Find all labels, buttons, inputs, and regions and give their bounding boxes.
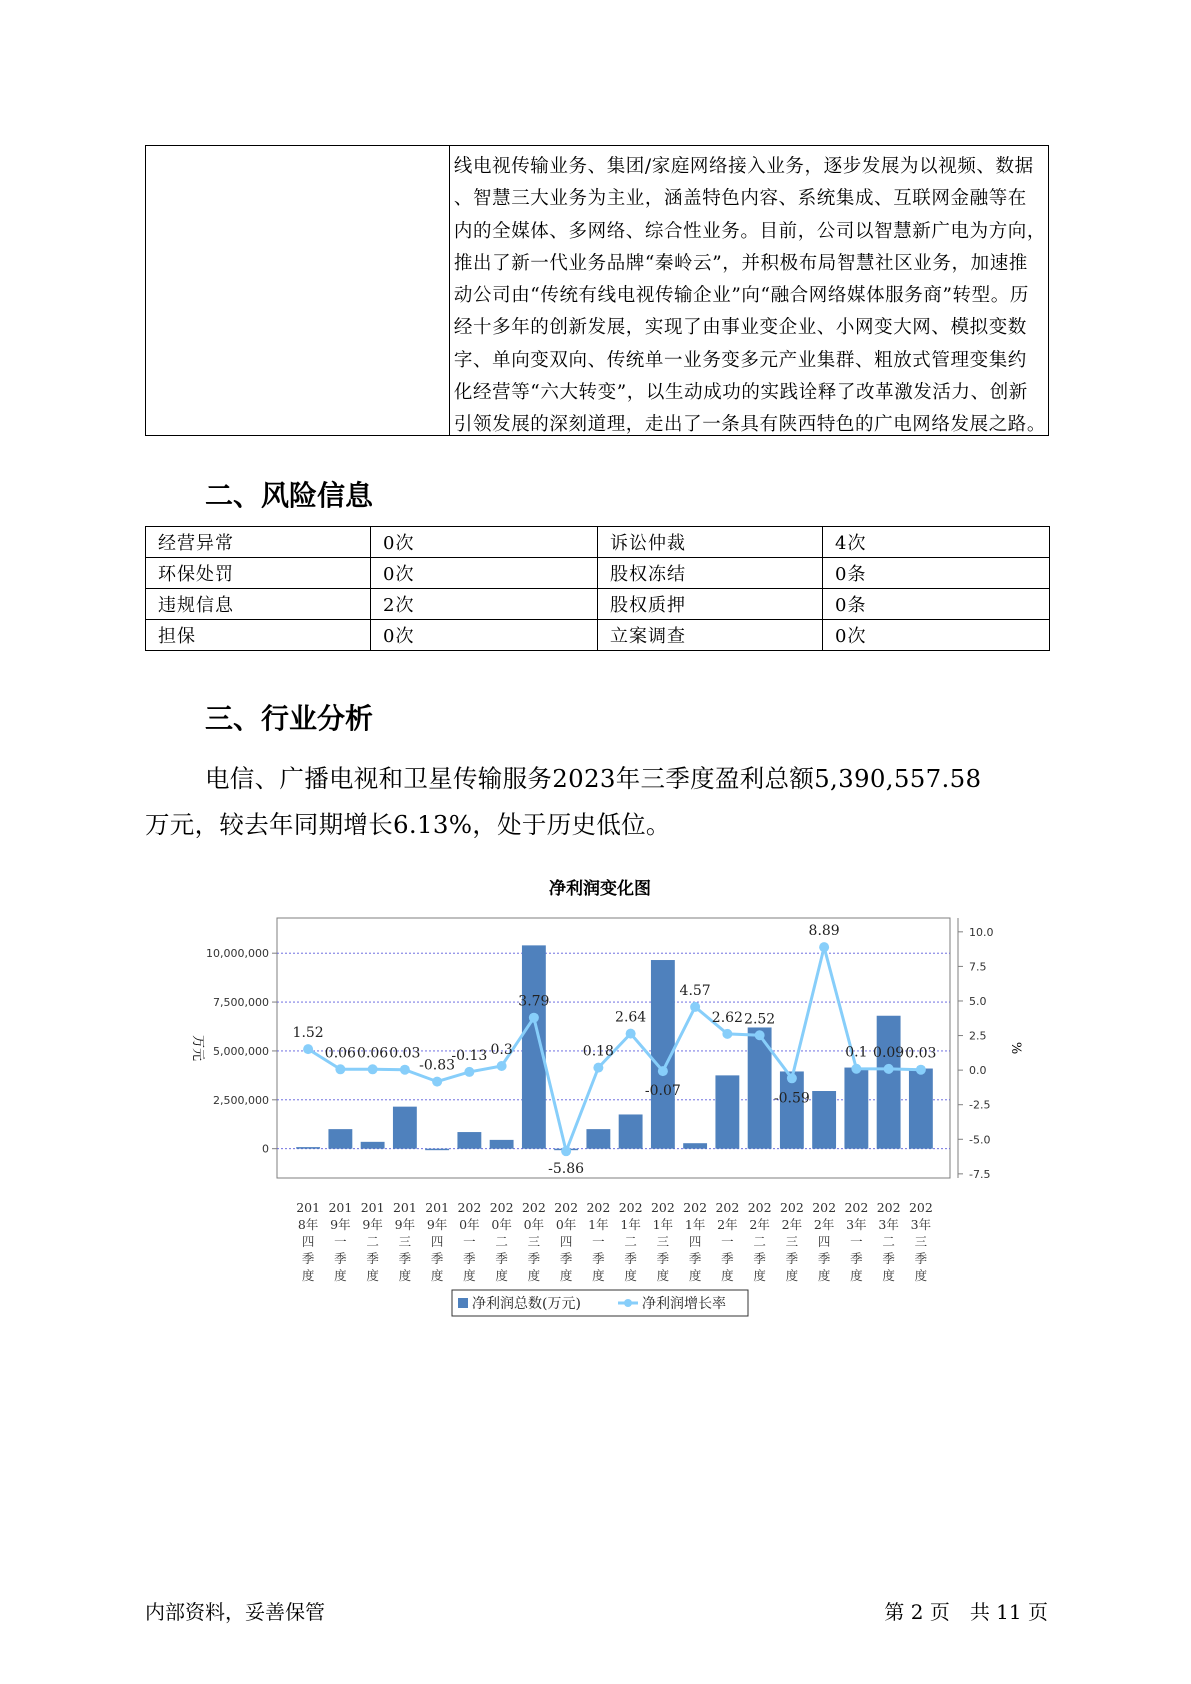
x-tick-label — [877, 1200, 901, 1283]
x-tick-label-line: 季 — [334, 1251, 347, 1266]
x-tick-label-line: 3年 — [878, 1217, 899, 1232]
x-tick-label-line: 2年 — [813, 1217, 835, 1232]
x-tick-label-line: 1年 — [652, 1217, 674, 1232]
y2-tick-label: -5.0 — [969, 1133, 991, 1147]
x-tick-label-line: 度 — [398, 1268, 412, 1283]
x-tick-label-line: 度 — [334, 1268, 347, 1283]
x-tick-label-line: 季 — [301, 1251, 315, 1266]
x-tick-label — [393, 1200, 417, 1283]
x-tick-label — [457, 1200, 481, 1283]
x-tick-label-line: 季 — [785, 1251, 799, 1266]
bar — [361, 1142, 385, 1149]
x-tick-label-line: 四 — [430, 1234, 444, 1249]
legend-label: 净利润增长率 — [642, 1296, 726, 1312]
data-label: -0.13 — [451, 1047, 488, 1064]
x-tick-label-line: 202 — [618, 1200, 643, 1215]
intro-line: 推出了新一代业务品牌“秦岭云”，并积极布局智慧社区业务，加速推 — [453, 252, 1028, 274]
x-tick-label-line: 201 — [392, 1200, 417, 1215]
y-tick-label: 0 — [262, 1142, 269, 1156]
x-tick-label-line: 202 — [876, 1200, 901, 1215]
risk-value: 0次 — [823, 620, 1050, 651]
legend-line-marker — [624, 1299, 632, 1307]
x-tick-label-line: 度 — [624, 1268, 637, 1283]
x-tick-label-line: 度 — [688, 1268, 702, 1283]
x-tick-label — [425, 1200, 449, 1283]
x-tick-label-line: 一 — [721, 1234, 734, 1249]
footer-left-note: 内部资料，妥善保管 — [145, 1600, 325, 1624]
x-tick-label — [748, 1200, 772, 1283]
risk-table — [145, 526, 1050, 651]
bar — [328, 1129, 352, 1149]
x-tick-label — [328, 1200, 352, 1283]
bar — [877, 1016, 901, 1149]
x-tick-label-line: 一 — [850, 1234, 863, 1249]
data-label: 0.03 — [905, 1045, 937, 1062]
x-tick-label-line: 度 — [366, 1268, 379, 1283]
intro-table-right-cell — [450, 146, 1048, 435]
risk-section-title: 二、风险信息 — [205, 479, 374, 512]
x-tick-label-line: 0年 — [459, 1217, 480, 1232]
x-tick-label — [522, 1200, 546, 1283]
table-row — [146, 527, 1050, 558]
risk-label: 环保处罚 — [146, 558, 371, 589]
line-point — [851, 1064, 861, 1074]
intro-line: 线电视传输业务、集团/家庭网络接入业务，逐步发展为以视频、数据 — [453, 156, 1034, 177]
y-tick-label: 10,000,000 — [206, 947, 269, 961]
intro-line: 内的全媒体、多网络、综合性业务。目前，公司以智慧新广电为方向， — [453, 220, 1046, 242]
y-axis-right — [958, 918, 994, 1181]
bar — [296, 1147, 320, 1149]
x-tick-label-line: 202 — [521, 1200, 546, 1215]
bar — [425, 1149, 449, 1151]
data-label: 2.62 — [711, 1009, 743, 1026]
x-tick-label-line: 202 — [715, 1200, 740, 1215]
y2-tick-label: -7.5 — [969, 1167, 991, 1181]
line-point — [368, 1064, 378, 1074]
line-point — [658, 1066, 668, 1076]
x-tick-label-line: 季 — [430, 1251, 444, 1266]
intro-line: 经十多年的创新发展，实现了由事业变企业、小网变大网、模拟变数 — [453, 317, 1027, 339]
line-point — [464, 1067, 474, 1077]
x-tick-label-line: 季 — [527, 1251, 541, 1266]
data-label: 0.06 — [357, 1045, 389, 1062]
x-tick-label-line: 3年 — [910, 1217, 932, 1232]
x-tick-label-line: 季 — [495, 1251, 508, 1266]
x-tick-label — [812, 1200, 836, 1283]
x-tick-label-line: 202 — [812, 1200, 837, 1215]
bar — [909, 1069, 933, 1149]
x-tick-label-line: 201 — [328, 1200, 353, 1215]
x-tick-label-line: 0年 — [555, 1217, 577, 1232]
x-tick-label — [554, 1200, 578, 1283]
x-tick-label-line: 度 — [559, 1268, 573, 1283]
x-tick-label-line: 9年 — [426, 1217, 448, 1232]
industry-paragraph-line: 万元，较去年同期增长6.13%，处于历史低位。 — [145, 810, 671, 839]
x-tick-label-line: 二 — [882, 1234, 895, 1249]
x-tick-label-line: 0年 — [491, 1217, 512, 1232]
bar — [844, 1068, 868, 1149]
x-tick-label-line: 三 — [398, 1234, 412, 1249]
line-point — [432, 1077, 442, 1087]
bar — [715, 1075, 739, 1148]
x-tick-label-line: 201 — [360, 1200, 385, 1215]
risk-value: 2次 — [371, 589, 598, 620]
y-axis-label: 万元 — [190, 1034, 205, 1062]
risk-label: 立案调查 — [598, 620, 823, 651]
x-tick-label-line: 季 — [688, 1251, 702, 1266]
y2-tick-label: -2.5 — [969, 1098, 991, 1112]
intro-line: 、智慧三大业务为主业，涵盖特色内容、系统集成、互联网金融等在 — [453, 188, 1027, 210]
data-label: 0.06 — [324, 1045, 356, 1062]
data-label: 8.89 — [808, 923, 840, 940]
data-label: 4.57 — [679, 982, 711, 999]
x-tick-label — [683, 1200, 707, 1283]
x-tick-label-line: 度 — [656, 1268, 670, 1283]
x-tick-label-line: 度 — [592, 1268, 605, 1283]
x-tick-label-line: 3年 — [846, 1217, 867, 1232]
x-tick-label-line: 2年 — [781, 1217, 803, 1232]
y-axis-left — [206, 947, 277, 1155]
line-point — [916, 1065, 926, 1075]
x-tick-label — [586, 1200, 610, 1283]
line-point — [690, 1002, 700, 1012]
intro-line: 动公司由“传统有线电视传输企业”向“融合网络媒体服务商”转型。历 — [453, 285, 1029, 307]
line-point — [561, 1146, 571, 1156]
risk-label: 股权冻结 — [598, 558, 823, 589]
x-tick-label-line: 度 — [495, 1268, 508, 1283]
data-label: 2.64 — [615, 1009, 647, 1026]
x-tick-label — [651, 1200, 675, 1283]
x-tick-label-line: 度 — [882, 1268, 895, 1283]
net-profit-chart — [180, 870, 1030, 1330]
x-tick-label-line: 度 — [817, 1268, 831, 1283]
risk-label: 违规信息 — [146, 589, 371, 620]
x-tick-label-line: 202 — [586, 1200, 611, 1215]
x-tick-label-line: 202 — [650, 1200, 675, 1215]
line-point — [593, 1063, 603, 1073]
data-label: 2.52 — [744, 1011, 776, 1028]
x-axis — [296, 1200, 933, 1283]
x-tick-label-line: 度 — [527, 1268, 541, 1283]
line-point — [819, 942, 829, 952]
x-tick-label — [780, 1200, 804, 1283]
y2-tick-label: 5.0 — [969, 994, 987, 1008]
intro-table — [145, 145, 1049, 436]
risk-value: 0条 — [823, 589, 1050, 620]
line-point — [626, 1029, 636, 1039]
bar — [683, 1143, 707, 1148]
x-tick-label — [715, 1200, 739, 1283]
x-tick-label-line: 2年 — [749, 1217, 770, 1232]
line-point — [884, 1064, 894, 1074]
x-tick-label-line: 季 — [721, 1251, 734, 1266]
data-label: 0.09 — [873, 1044, 905, 1061]
risk-label: 担保 — [146, 620, 371, 651]
x-tick-label-line: 202 — [844, 1200, 869, 1215]
chart-title: 净利润变化图 — [549, 879, 651, 899]
x-tick-label-line: 二 — [753, 1234, 766, 1249]
bar — [812, 1091, 836, 1149]
y-tick-label: 5,000,000 — [213, 1044, 269, 1058]
bar — [457, 1132, 481, 1149]
intro-table-left-cell — [146, 146, 450, 435]
x-tick-label-line: 度 — [463, 1268, 476, 1283]
x-tick-label — [909, 1200, 933, 1283]
data-label: 3.79 — [518, 993, 550, 1010]
x-tick-label-line: 202 — [908, 1200, 933, 1215]
x-tick-label-line: 四 — [817, 1234, 831, 1249]
x-tick-label-line: 度 — [301, 1268, 315, 1283]
bar — [619, 1114, 643, 1148]
data-label: 1.52 — [292, 1025, 324, 1042]
x-tick-label-line: 1年 — [684, 1217, 706, 1232]
y2-tick-label: 0.0 — [969, 1064, 987, 1078]
x-tick-label-line: 202 — [747, 1200, 772, 1215]
data-label: 0.18 — [582, 1043, 614, 1060]
x-tick-label-line: 度 — [430, 1268, 444, 1283]
data-label: 0.1 — [845, 1044, 868, 1061]
x-tick-label-line: 2年 — [717, 1217, 738, 1232]
x-tick-label-line: 季 — [914, 1251, 928, 1266]
x-tick-label-line: 季 — [592, 1251, 605, 1266]
x-tick-label-line: 0年 — [523, 1217, 545, 1232]
risk-value: 0次 — [371, 527, 598, 558]
x-tick-label-line: 8年 — [297, 1217, 319, 1232]
x-tick-label-line: 202 — [779, 1200, 804, 1215]
data-label: 0.3 — [490, 1041, 513, 1058]
x-tick-label-line: 季 — [753, 1251, 766, 1266]
risk-label: 诉讼仲裁 — [598, 527, 823, 558]
line-point — [303, 1044, 313, 1054]
x-tick-label-line: 季 — [366, 1251, 379, 1266]
x-tick-label-line: 一 — [334, 1234, 347, 1249]
x-tick-label-line: 二 — [624, 1234, 637, 1249]
x-tick-label-line: 四 — [559, 1234, 573, 1249]
line-point — [400, 1065, 410, 1075]
x-tick-label-line: 季 — [398, 1251, 412, 1266]
industry-section-title: 三、行业分析 — [205, 702, 374, 735]
table-row — [146, 589, 1050, 620]
footer-page-number: 第 2 页 共 11 页 — [884, 1600, 1048, 1624]
intro-line: 引领发展的深刻道理，走出了一条具有陕西特色的广电网络发展之路。 — [453, 414, 1046, 436]
y2-tick-label: 2.5 — [969, 1029, 987, 1043]
x-tick-label-line: 三 — [527, 1234, 541, 1249]
intro-line: 化经营等“六大转变”，以生动成功的实践诠释了改革激发活力、创新 — [453, 382, 1028, 404]
data-label: -0.07 — [644, 1083, 681, 1100]
line-point — [787, 1073, 797, 1083]
y2-tick-label: 10.0 — [969, 925, 994, 939]
x-tick-label-line: 度 — [850, 1268, 863, 1283]
x-tick-label-line: 度 — [914, 1268, 928, 1283]
risk-value: 0条 — [823, 558, 1050, 589]
industry-paragraph-line: 电信、广播电视和卫星传输服务2023年三季度盈利总额5,390,557.58 — [205, 764, 982, 793]
chart-legend — [452, 1290, 748, 1316]
intro-line: 字、单向变双向、传统单一业务变多元产业集群、粗放式管理变集约 — [453, 349, 1027, 371]
y-tick-label: 2,500,000 — [213, 1093, 269, 1107]
x-tick-label-line: 季 — [463, 1251, 476, 1266]
x-tick-label-line: 9年 — [394, 1217, 416, 1232]
bar — [490, 1140, 514, 1149]
x-tick-label-line: 202 — [683, 1200, 708, 1215]
x-tick-label — [619, 1200, 643, 1283]
data-label: 0.03 — [389, 1045, 421, 1062]
x-tick-label-line: 三 — [914, 1234, 928, 1249]
risk-label: 股权质押 — [598, 589, 823, 620]
x-tick-label-line: 二 — [366, 1234, 379, 1249]
y2-axis-label: % — [1008, 1041, 1023, 1055]
x-tick-label-line: 201 — [425, 1200, 450, 1215]
x-tick-label-line: 度 — [721, 1268, 734, 1283]
table-row — [146, 620, 1050, 651]
x-tick-label-line: 202 — [489, 1200, 514, 1215]
y2-tick-label: 7.5 — [969, 960, 987, 974]
x-tick-label-line: 202 — [554, 1200, 579, 1215]
risk-value: 0次 — [371, 620, 598, 651]
x-tick-label-line: 三 — [656, 1234, 670, 1249]
x-tick-label — [490, 1200, 514, 1283]
x-tick-label-line: 季 — [624, 1251, 637, 1266]
x-tick-label-line: 1年 — [620, 1217, 641, 1232]
x-tick-label-line: 四 — [301, 1234, 315, 1249]
x-tick-label — [361, 1200, 385, 1283]
x-tick-label-line: 度 — [785, 1268, 799, 1283]
risk-value: 0次 — [371, 558, 598, 589]
x-tick-label-line: 二 — [495, 1234, 508, 1249]
x-tick-label-line: 202 — [457, 1200, 482, 1215]
x-tick-label-line: 季 — [850, 1251, 863, 1266]
data-label: -0.83 — [419, 1057, 456, 1074]
line-point — [529, 1013, 539, 1023]
bar — [393, 1107, 417, 1149]
table-row — [146, 558, 1050, 589]
x-tick-label-line: 一 — [463, 1234, 476, 1249]
x-tick-label-line: 季 — [559, 1251, 573, 1266]
x-tick-label-line: 季 — [882, 1251, 895, 1266]
legend-bar-swatch — [458, 1298, 468, 1308]
data-label: -0.59 — [773, 1090, 810, 1107]
x-tick-label-line: 四 — [688, 1234, 702, 1249]
risk-label: 经营异常 — [146, 527, 371, 558]
x-tick-label — [844, 1200, 868, 1283]
x-tick-label-line: 季 — [817, 1251, 831, 1266]
x-tick-label-line: 9年 — [330, 1217, 351, 1232]
line-point — [722, 1029, 732, 1039]
line-point — [497, 1061, 507, 1071]
x-tick-label-line: 三 — [785, 1234, 799, 1249]
x-tick-label-line: 季 — [656, 1251, 670, 1266]
risk-value: 4次 — [823, 527, 1050, 558]
legend-label: 净利润总数(万元) — [472, 1296, 581, 1312]
line-point — [755, 1030, 765, 1040]
bar — [586, 1129, 610, 1149]
data-label: -5.86 — [548, 1161, 585, 1178]
x-tick-label — [296, 1200, 320, 1283]
x-tick-label-line: 度 — [753, 1268, 766, 1283]
y-tick-label: 7,500,000 — [213, 996, 269, 1010]
line-point — [335, 1064, 345, 1074]
x-tick-label-line: 201 — [296, 1200, 321, 1215]
x-tick-label-line: 1年 — [588, 1217, 609, 1232]
x-tick-label-line: 一 — [592, 1234, 605, 1249]
x-tick-label-line: 9年 — [362, 1217, 383, 1232]
